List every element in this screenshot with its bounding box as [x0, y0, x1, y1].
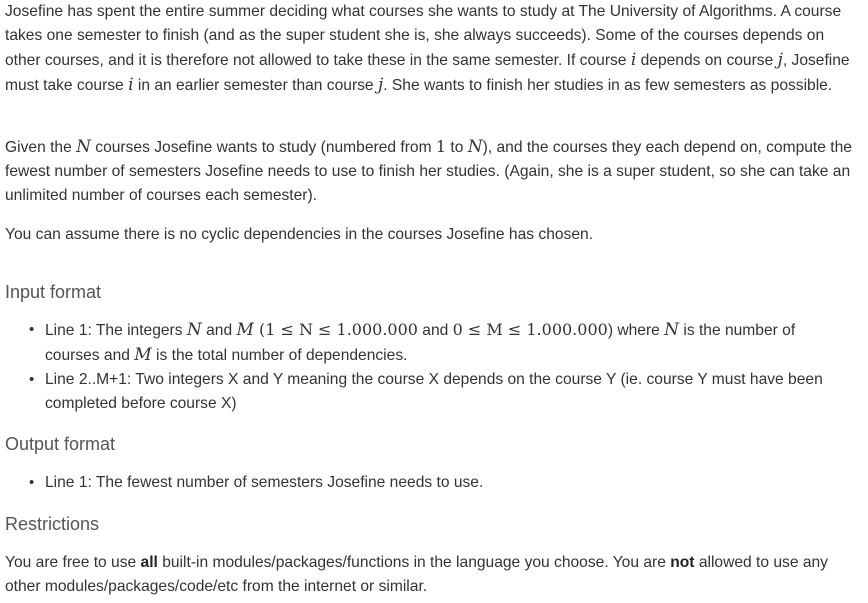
math-N: N	[467, 137, 483, 157]
intro-paragraph-1: Josefine has spent the entire summer deciding what courses she wants to study at The University of Algorithms. A course takes one semester to finish (and as the super student she is, she always succeeds). Some of the courses depends on other courses, and it is therefore not allowed to take these in the same semester. If course i depends on course j, Josefine must take course i in an earlier semester than course j. She wants to finish her studies in as few semesters as possible.	[5, 3, 850, 95]
math-N: N	[76, 137, 91, 157]
bullet-icon: •	[29, 321, 35, 338]
math-one: 1	[435, 137, 447, 156]
intro-paragraph-2: Given the N courses Josefine wants to study (numbered from 1 to N), and the courses they each depend on, compute the fewest number of semesters Josefine needs to use to finish her studies. (Again, she is a super student, so she can take an unlimited number of courses each semester).	[5, 137, 852, 204]
list-item: • Line 1: The integers N and M (1 ≤ N ≤ 1.000.000 and 0 ≤ M ≤ 1.000.000) where N is the number of courses and M is the total number of dependencies.	[29, 320, 796, 365]
math-j: j	[777, 50, 783, 70]
intro-paragraph-3: You can assume there is no cyclic dependencies in the courses Josefine has chosen.	[5, 226, 594, 243]
bullet-icon: •	[29, 371, 35, 388]
restrictions-heading: Restrictions	[5, 514, 100, 534]
input-format-heading: Input format	[5, 282, 102, 302]
restrictions-paragraph: You are free to use all built-in modules/packages/functions in the language you choose. You are not allowed to use any other modules/packages/code/etc from the internet or similar.	[5, 554, 828, 595]
math-i: i	[630, 50, 637, 70]
bullet-icon: •	[29, 474, 35, 491]
math-n-range: (1 ≤ N ≤ 1.000.000	[253, 320, 418, 339]
output-format-list	[27, 471, 852, 495]
math-m-range: 0 ≤ M ≤ 1.000.000	[452, 320, 608, 339]
list-item: • Line 1: The fewest number of semesters Josefine needs to use.	[27, 471, 852, 495]
input-format-list	[27, 318, 852, 416]
math-i: i	[128, 75, 134, 95]
math-j: j	[377, 75, 384, 95]
list-item: • Line 2..M+1: Two integers X and Y meaning the course X depends on the course Y (ie. course Y must have been completed before course X)	[27, 368, 852, 416]
output-format-heading: Output format	[5, 434, 116, 454]
